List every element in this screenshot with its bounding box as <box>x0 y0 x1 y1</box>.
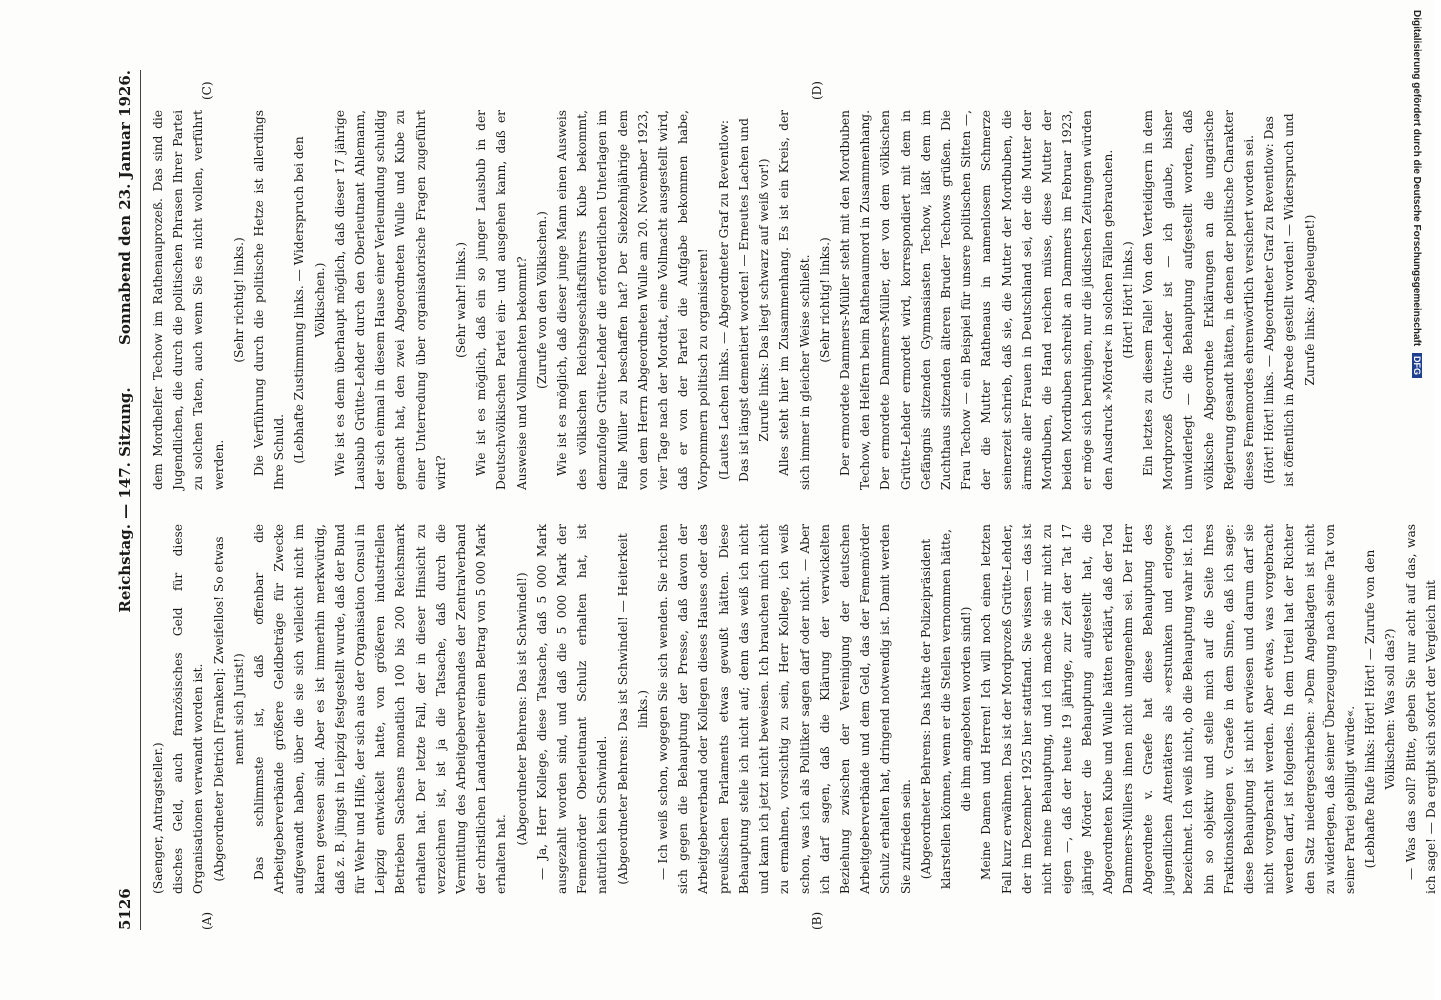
page-header <box>110 70 141 930</box>
paragraph: — Was das soll? Bitte, geben Sie nur acht auf das, was ich sage! — Da ergibt sich sofort der Vergleich mit <box>1403 524 1438 894</box>
page-title: Reichstag. — 147. Sitzung. <box>116 387 134 613</box>
paragraph: Wie ist es möglich, daß dieser junge Mann einen Ausweis des völkischen Reichsgeschäftsführers Kube bekommt, demzufolge Grütte-Lehder die erforderlichen Unterlagen im Falle Müller zu beschaffen hat? Der Siebzehnjährige dem von dem Herrn Abgeordneten Wulle am 20. November 1923, vier Tage nach der Mordtat, eine Vollmacht ausgestellt wird, daß er von der Partei die Aufgabe bekommen habe, Vorpommern politisch zu organisieren! <box>555 110 711 490</box>
paragraph: Meine Damen und Herren! Ich will noch einen letzten Fall kurz erwähnen. Das ist der Mordprozeß Grütte-Lehder, der im Dezember 1925 hier stattfand. Sie wissen — das ist nicht meine Behauptung, und ich mache sie mir nicht zu eigen —, daß der heute 19 jährige, zur Zeit der Tat 17 jährige Mörder die Behauptung aufgestellt hat, die Abgeordneten Kube und Wulle hätten erklärt, daß der Tod Dammers-Müllers ihnen nicht unangenehm sei. Der Herr Abgeordnete v. Graefe hat diese Behauptung des jugendlichen Attentäters als »erstunken und erlogen« bezeichnet. Ich weiß nicht, ob die Behauptung wahr ist. Ich bin so objektiv und stelle mich auf die Seite Ihres Fraktionskollegen v. Graefe in dem Sinne, daß ich sage: diese Behauptung ist nicht erwiesen und darum darf sie nicht vorgebracht werden. Aber etwas, was vorgebracht werden darf, ist folgendes. In dem Urteil hat der Richter den Satz niedergeschrieben: »Dem Angeklagten ist nicht zu widerlegen, daß seiner Überzeugung nach seine Tat von seiner Partei gebilligt würde«. <box>979 524 1357 894</box>
right-column <box>148 110 1320 490</box>
paragraph: Ein letztes zu diesem Falle! Von den Verteidigern in dem Mordprozeß Grütte-Lehder ist — ich glaube, bisher unwiderlegt — die Behauptung aufgestellt worden, daß völkische Abgeordnete Erklärungen an die ungarische Regierung gesandt hätten, in denen der politische Charakter dieses Fememordes ehrenwörtlich versichert worden sei. <box>1140 110 1256 490</box>
paragraph: — Ich weiß schon, wogegen Sie sich wenden. Sie richten sich gegen die Behauptung der Presse, daß davon der Arbeitgeberverband oder Kollegen dieses Hauses oder des preußischen Parlaments etwas gewußt hätten. Diese Behauptung stelle ich nicht auf; denn das weiß ich nicht und kann ich jetzt nicht beweisen. Ich brauchen mich nicht zu ermahnen, vorsichtig zu sein, Herr Kollege, ich weiß schon, was ich als Politiker sagen darf oder nicht. — Aber ich darf sagen, daß die Klärung der verwickelten Beziehung zwischen der Vereinigung der deutschen Arbeitgeberverbände und dem Geld, das der Fememörder Schulz erhalten hat, dringend notwendig ist. Damit werden Sie zufrieden sein. <box>656 524 913 894</box>
paragraph: Alles steht hier im Zusammenhang. Es ist ein Kreis, der sich immer in gleicher Weise schließt. <box>777 110 812 490</box>
paragraph: Die Verführung durch die politische Hetze ist allerdings Ihre Schuld. <box>252 110 287 490</box>
paragraph: Der ermordete Dammers-Müller steht mit den Mordbuben Techow, den Helfern beim Rathenaumord in Zusammenhang. Der ermordete Dammers-Müller, der von dem völkischen Grütte-Lehder ermordet wird, korrespondiert mit dem in Gefängnis sitzenden Gymnasiasten Techow, läßt dem im Zuchthaus sitzenden älteren Bruder Techows grüßen. Die Frau Techow — ein Beispiel für unsere politischen Sitten —, der die Mutter Rathenaus in namenlosem Schmerze seinerzeit schrieb, daß sie, die Mutter der Mordbuben, die ärmste aller Frauen in Deutschland sei, der die Mutter der Mordbuben, die Hand reichen müsse, diese Mutter der beiden Mordbuben schreibt an Dammers im Februar 1923, er möge sich beruhigen, nur die jüdischen Zeitungen würden den Ausdruck »Mörder« in solchen Fällen gebrauchen. <box>837 110 1115 490</box>
interjection: (Lebhafte Zustimmung links. — Widerspruch bei den Völkischen.) <box>292 136 327 464</box>
interjection: (Sehr richtig! links.) <box>817 237 832 363</box>
interjection: (Abgeordneter Dietrich [Franken]: Zweifellos! So etwas nennt sich Jurist!) <box>211 536 246 882</box>
page-date: Sonnabend den 23. Januar 1926. <box>116 70 134 345</box>
interjection: (Zurufe von den Völkischen.) <box>534 211 549 389</box>
digitization-note: Digitalisierung gefördert durch die Deutsche Forschungsgemeinschaft <box>1411 10 1422 347</box>
interjection: (Hört! Hört! links.) <box>1120 241 1135 359</box>
paragraph: — Ja, Herr Kollege, diese Tatsache, daß 5 000 Mark ausgezahlt worden sind, und daß die 5 000 Mark der Fememörder Oberleutnant Schulz erhalten hat, ist natürlich kein Schwindel. <box>534 524 610 894</box>
interjection: (Lebhafte Rufe links: Hört! Hört! — Zurufe von den Völkischen: Was soll das?) <box>1363 549 1398 869</box>
paragraph: Wie ist es möglich, daß ein so junger Lausbub in der Deutschvölkischen Partei ein- und ausgehen kann, daß er Ausweise und Vollmachten bekommt? <box>474 110 529 490</box>
margin-marker-a: (A) <box>200 911 214 930</box>
paragraph: Das schlimmste ist, daß offenbar die Arbeitgeberverbände größere Geldbeträge für Zwecke aufgewandt haben, über die sie sich vielleicht nicht im klaren gewesen sind. Aber es ist immerhin merkwürdig, daß z. B. jüngst in Leipzig festgestellt wurde, daß der Bund für Wehr und Hilfe, der sich aus der Organisation Consul in Leipzig entwickelt hatte, von größeren industriellen Betrieben Sachsens monatlich 100 bis 200 Reichsmark erhalten hat. Der letzte Fall, der in dieser Hinsicht zu verzeichnen ist, ist ja die Tatsache, daß durch die Vermittlung des Arbeitgeberverbandes der Zentralverband der christlichen Landarbeiter einen Betrag von 5 000 Mark erhalten hat. <box>252 524 509 894</box>
interjection: (Abgeordneter Behrens: Das hätte der Polizeipräsident klarstellen können, wenn er die Stellen vernommen hätte, die ihm angeboten worden sind!) <box>918 529 974 889</box>
interjection: (Sehr richtig! links.) <box>231 237 246 363</box>
paragraph: Wie ist es denn überhaupt möglich, daß dieser 17 jährige Lausbub Grütte-Lehder durch den Oberleutnant Ahlemann, der sich einmal in diesem Hause einer Verleumdung schuldig gemacht hat, den zwei Abgeordneten Wulle und Kube zu einer Unterredung über organisatorische Fragen zugeführt wird? <box>332 110 448 490</box>
digitization-credit <box>1411 10 1422 378</box>
paragraph: disches Geld, auch französisches Geld für diese Organisationen verwandt worden ist. <box>171 524 206 894</box>
margin-marker-b: (B) <box>810 911 824 930</box>
interjection: (Sehr wahr! links.) <box>454 242 469 358</box>
page-number: 5126 <box>116 888 134 930</box>
interjection: (Abgeordneter Behrens: Das ist Schwindel! — Heiterkeit links.) <box>615 533 650 885</box>
paragraph: dem Mordhelfer Techow im Rathenauprozeß. Das sind die Jugendlichen, die durch die politischen Phrasen Ihrer Partei zu solchen Taten, auch wenn Sie es nicht wollen, verführt werden. <box>151 110 226 490</box>
interjection: (Lautes Lachen links. — Abgeordneter Graf zu Reventlow: Das ist längst dementiert worden! — Erneutes Lachen und Zurufe links: Das liegt schwarz auf weiß vor!) <box>716 118 772 482</box>
margin-marker-c: (C) <box>200 81 214 100</box>
interjection: (Abgeordneter Behrens: Das ist Schwindel!) <box>514 572 529 846</box>
speaker-note: (Saenger, Antragsteller.) <box>151 742 165 894</box>
margin-marker-d: (D) <box>810 81 824 100</box>
interjection: (Hört! Hört! links. — Abgeordneter Graf zu Reventlow: Das ist öffentlich in Abrede gestellt worden! — Widerspruch und Zurufe links: Abgeleugnet!) <box>1262 113 1317 487</box>
dfg-logo: DFG <box>1412 353 1422 378</box>
left-column <box>148 524 1441 894</box>
